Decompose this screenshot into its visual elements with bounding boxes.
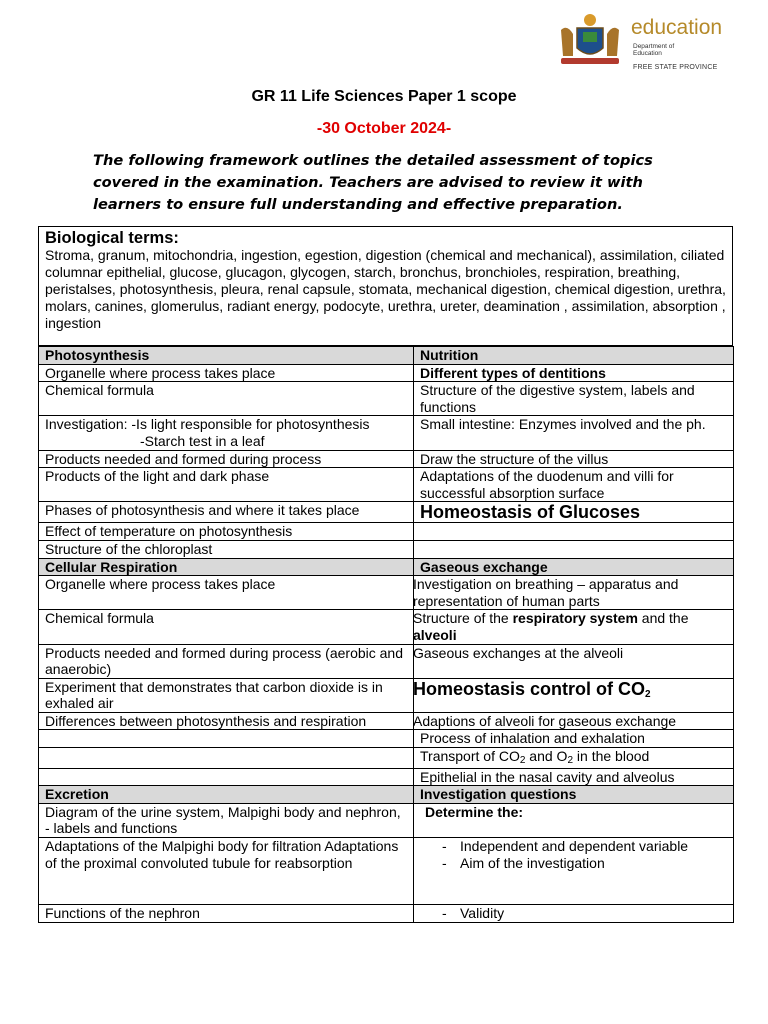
table-cell: Adaptations of the duodenum and villi for successful absorption surface: [414, 468, 734, 502]
table-row: [39, 730, 734, 748]
education-logo: [553, 12, 723, 72]
table-cell: - Independent and dependent variable - Aim of the investigation: [414, 838, 734, 905]
terms-list: Stroma, granum, mitochondria, ingestion, egestion, digestion (chemical and mechanical), assimilation, ciliated columnar epithelial, glucose, glucagon, glycogen, starch, bronchus, bronchioles, respiration, breathing, peristalses, photosynthesis, pleura, renal capsule, stomata, mechanical digestion, chemical digestion, urethra, molars, canines, glomerulus, radiant energy, podocyte, urethra, ureter, deamination , assimilation, absorption , ingestion: [45, 247, 726, 331]
table-cell: [39, 730, 414, 748]
table-cell: Differences between photosynthesis and respiration: [39, 712, 414, 730]
table-cell: Structure of the chloroplast: [39, 540, 414, 558]
table-row: [39, 610, 734, 644]
table-row: [39, 712, 734, 730]
table-row: [39, 450, 734, 468]
table-cell: Determine the:: [414, 803, 734, 837]
nutrition-header: Nutrition: [414, 347, 734, 365]
table-cell: Investigation on breathing – apparatus and representation of human parts: [414, 576, 734, 610]
table-cell: Epithelial in the nasal cavity and alveolus: [414, 768, 734, 786]
table-cell: [414, 540, 734, 558]
logo-wordmark: education: [631, 16, 723, 39]
table-cell: Chemical formula: [39, 610, 414, 644]
table-row: [39, 768, 734, 786]
table-cell: Diagram of the urine system, Malpighi body and nephron, - labels and functions: [39, 803, 414, 837]
table-row: [39, 678, 734, 712]
table-cell: Transport of CO2 and O2 in the blood: [414, 748, 734, 769]
table-cell: Draw the structure of the villus: [414, 450, 734, 468]
table-cell: Process of inhalation and exhalation: [414, 730, 734, 748]
table-cell: Structure of the respiratory system and the alveoli: [414, 610, 734, 644]
table-row: [39, 786, 734, 804]
table-row: [39, 748, 734, 769]
table-cell: Different types of dentitions: [414, 364, 734, 382]
table-cell: - Validity: [414, 905, 734, 923]
table-cell: Gaseous exchanges at the alveoli: [414, 644, 734, 678]
table-cell: Effect of temperature on photosynthesis: [39, 523, 414, 541]
investigation-header: Investigation questions: [414, 786, 734, 804]
respiration-header: Cellular Respiration: [39, 558, 414, 576]
table-row: [39, 468, 734, 502]
table-row: [39, 416, 734, 450]
photosynthesis-header: Photosynthesis: [39, 347, 414, 365]
table-row: [39, 523, 734, 541]
table-cell: Products needed and formed during process: [39, 450, 414, 468]
homeostasis-glucose-heading: Homeostasis of Glucoses: [414, 502, 734, 523]
table-cell: [39, 748, 414, 769]
table-cell: [414, 523, 734, 541]
table-cell: Functions of the nephron: [39, 905, 414, 923]
table-cell: Chemical formula: [39, 382, 414, 416]
logo-department: Department of Education: [633, 43, 675, 57]
table-row: [39, 576, 734, 610]
table-row: [39, 803, 734, 837]
table-cell: Products needed and formed during process (aerobic and anaerobic): [39, 644, 414, 678]
table-cell: Small intestine: Enzymes involved and the ph.: [414, 416, 734, 450]
table-cell: Products of the light and dark phase: [39, 468, 414, 502]
table-row: [39, 540, 734, 558]
table-row: [39, 558, 734, 576]
table-row: [39, 838, 734, 905]
table-cell: Investigation: -Is light responsible for photosynthesis -Starch test in a leaf: [39, 416, 414, 450]
table-cell: Structure of the digestive system, labels and functions: [414, 382, 734, 416]
table-row: [39, 502, 734, 523]
scope-table: [38, 346, 734, 923]
table-row: [39, 644, 734, 678]
table-row: [39, 364, 734, 382]
table-cell: Organelle where process takes place: [39, 364, 414, 382]
excretion-header: Excretion: [39, 786, 414, 804]
gaseous-exchange-header: Gaseous exchange: [414, 558, 734, 576]
exam-date: -30 October 2024-: [316, 120, 452, 137]
table-cell: [39, 768, 414, 786]
table-cell: Organelle where process takes place: [39, 576, 414, 610]
page-title: GR 11 Life Sciences Paper 1 scope: [251, 88, 517, 105]
table-cell: Experiment that demonstrates that carbon dioxide is in exhaled air: [39, 678, 414, 712]
coat-of-arms-icon: [553, 12, 627, 68]
table-row: [39, 347, 734, 365]
table-cell: Phases of photosynthesis and where it takes place: [39, 502, 414, 523]
table-cell: Adaptions of alveoli for gaseous exchange: [414, 712, 734, 730]
intro-paragraph: The following framework outlines the detailed assessment of topics covered in the examination. Teachers are advised to review it with learners to ensure full understanding and effective preparation.: [93, 152, 653, 213]
logo-province: FREE STATE PROVINCE: [633, 64, 718, 71]
terms-heading: Biological terms:: [45, 229, 179, 247]
homeostasis-co2-heading: Homeostasis control of CO2: [414, 678, 734, 712]
table-row: [39, 382, 734, 416]
table-row: [39, 905, 734, 923]
biological-terms-box: [38, 226, 733, 346]
table-cell: Adaptations of the Malpighi body for filtration Adaptations of the proximal convoluted tubule for reabsorption: [39, 838, 414, 905]
